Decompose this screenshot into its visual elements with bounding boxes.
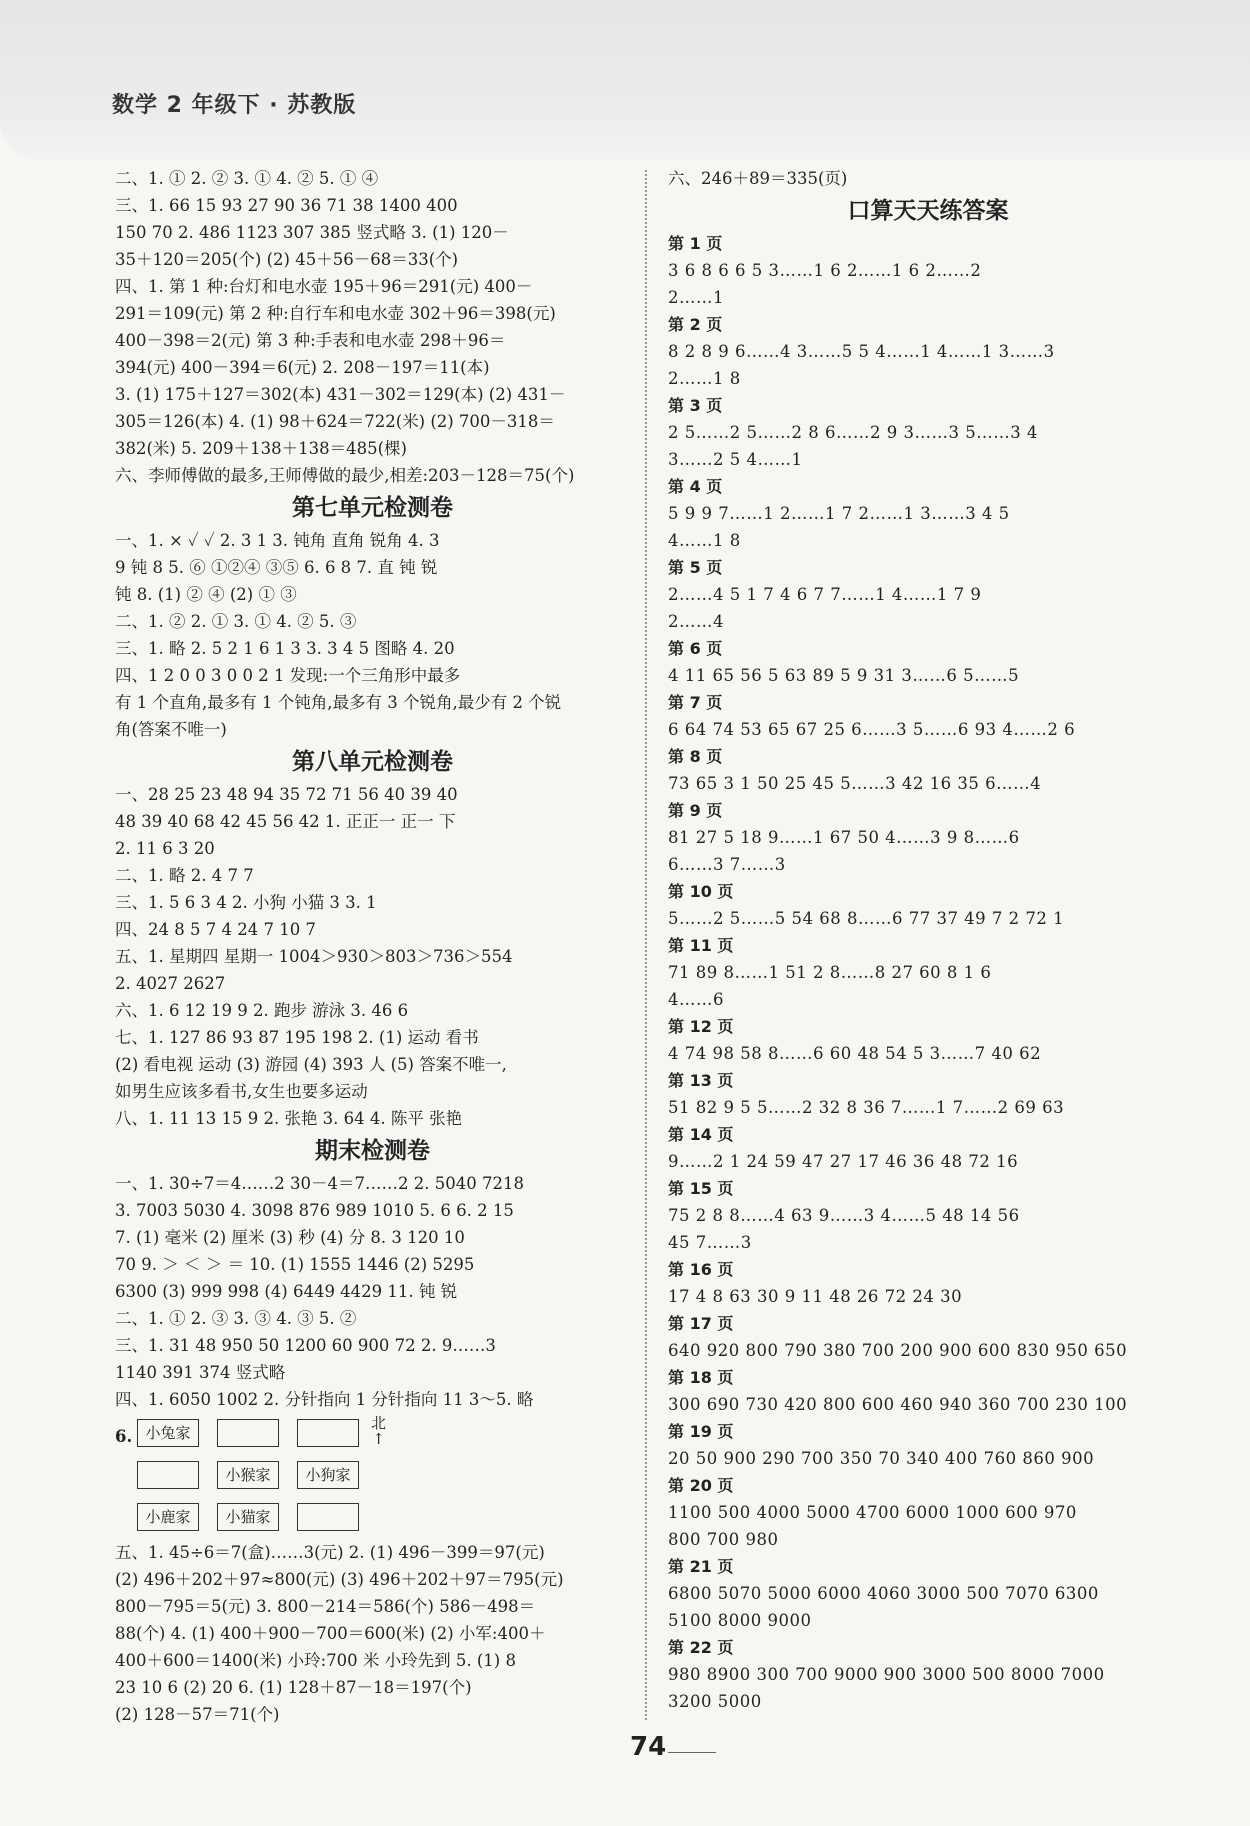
answer-line: 3……2 5 4……1 [668, 450, 803, 469]
section-heading: 第八单元检测卷 [292, 748, 453, 775]
left-column [115, 165, 630, 1728]
answer-line: 640 920 800 790 380 700 200 900 600 830 950 650 [668, 1341, 1128, 1360]
answer-line: 五、1. 45÷6＝7(盒)……3(元) 2. (1) 496－399＝97(元) [115, 1543, 545, 1562]
north-label: 北 [371, 1414, 387, 1432]
answer-line: 六、1. 6 12 19 9 2. 跑步 游泳 3. 46 6 [115, 1001, 409, 1020]
page-heading: 第 21 页 [668, 1557, 734, 1576]
answer-line: 150 70 2. 486 1123 307 385 竖式略 3. (1) 120－ [115, 223, 509, 242]
answer-line: 3 6 8 6 6 5 3……1 6 2……1 6 2……2 [668, 261, 982, 280]
answer-line: 二、1. ① 2. ② 3. ① 4. ② 5. ① ④ [115, 169, 379, 188]
answer-line: 2……1 8 [668, 369, 741, 388]
answer-line: 六、李师傅做的最多,王师傅做的最少,相差:203－128＝75(个) [115, 466, 575, 485]
answer-line: 三、1. 5 6 3 4 2. 小狗 小猫 3 3. 1 [115, 893, 377, 912]
answer-line: 70 9. ＞ ＜ ＞ ＝ 10. (1) 1555 1446 (2) 5295 [115, 1255, 475, 1274]
answer-line: 17 4 8 63 30 9 11 48 26 72 24 30 [668, 1287, 963, 1306]
page-heading: 第 11 页 [668, 936, 734, 955]
answer-line: 20 50 900 290 700 350 70 340 400 760 860 900 [668, 1449, 1095, 1468]
answer-line: 一、1. × ✓ ✓ 2. 3 1 3. 钝角 直角 锐角 4. 3 [115, 531, 440, 550]
section-heading: 口算天天练答案 [847, 197, 1009, 224]
answer-line: 7. (1) 毫米 (2) 厘米 (3) 秒 (4) 分 8. 3 120 10 [115, 1228, 465, 1247]
answer-line: 8 2 8 9 6……4 3……5 5 4……1 4……1 3……3 [668, 342, 1055, 361]
answer-line: 291＝109(元) 第 2 种:自行车和电水壶 302＋96＝398(元) [115, 304, 556, 323]
answer-line: 300 690 730 420 800 600 460 940 360 700 230 100 [668, 1395, 1128, 1414]
answer-line: 二、1. 略 2. 4 7 7 [115, 866, 254, 885]
answer-line: 9……2 1 24 59 47 27 17 46 36 48 72 16 [668, 1152, 1019, 1171]
page-heading: 第 4 页 [668, 477, 723, 496]
map-cell: 小猴家 [217, 1461, 279, 1489]
page-heading: 第 10 页 [668, 882, 734, 901]
section-heading: 期末检测卷 [315, 1137, 430, 1164]
answer-line: 305＝126(本) 4. (1) 98＋624＝722(米) (2) 700－318＝ [115, 412, 555, 431]
answer-line: 45 7……3 [668, 1233, 752, 1252]
answer-line: (2) 496＋202＋97≈800(元) (3) 496＋202＋97＝795(元) [115, 1570, 564, 1589]
map-cell: 小兔家 [137, 1419, 199, 1447]
answer-line: 3. 7003 5030 4. 3098 876 989 1010 5. 6 6. 2 15 [115, 1201, 514, 1220]
answer-line: 八、1. 11 13 15 9 2. 张艳 3. 64 4. 陈平 张艳 [115, 1109, 463, 1128]
answer-line: 角(答案不唯一) [115, 720, 227, 739]
answer-line: 五、1. 星期四 星期一 1004＞930＞803＞736＞554 [115, 947, 513, 966]
answer-line: 2……4 5 1 7 4 6 7 7……1 4……1 7 9 [668, 585, 982, 604]
answer-line: 有 1 个直角,最多有 1 个钝角,最多有 3 个锐角,最少有 2 个锐 [115, 693, 562, 712]
map-question-number: 6. [115, 1427, 133, 1446]
section-heading: 第七单元检测卷 [292, 494, 453, 521]
answer-line: 1140 391 374 竖式略 [115, 1363, 286, 1382]
page-heading: 第 8 页 [668, 747, 723, 766]
answer-line: 钝 8. (1) ② ④ (2) ① ③ [115, 585, 297, 604]
answer-line: 三、1. 略 2. 5 2 1 6 1 3 3. 3 4 5 图略 4. 20 [115, 639, 455, 658]
answer-line: 6 64 74 53 65 67 25 6……3 5……6 93 4……2 6 [668, 720, 1076, 739]
map-grid [137, 1419, 397, 1531]
page-heading: 第 22 页 [668, 1638, 734, 1657]
answer-line: (2) 128－57＝71(个) [115, 1705, 280, 1724]
answer-line: 二、1. ② 2. ① 3. ① 4. ② 5. ③ [115, 612, 357, 631]
answer-line: 5……2 5……5 54 68 8……6 77 37 49 7 2 72 1 [668, 909, 1065, 928]
map-cell [217, 1419, 279, 1447]
page-heading: 第 2 页 [668, 315, 723, 334]
column-divider [645, 170, 647, 1720]
answer-line: 2. 4027 2627 [115, 974, 226, 993]
answer-line: 4……1 8 [668, 531, 741, 550]
answer-line: 35＋120＝205(个) (2) 45＋56－68＝33(个) [115, 250, 459, 269]
answer-line: 6800 5070 5000 6000 4060 3000 500 7070 6300 [668, 1584, 1099, 1603]
map-cell: 小猫家 [217, 1503, 279, 1531]
answer-line: 48 39 40 68 42 45 56 42 1. 正正一 正一 下 [115, 812, 456, 831]
answer-line: 一、28 25 23 48 94 35 72 71 56 40 39 40 [115, 785, 458, 804]
answer-line: 六、246＋89＝335(页) [668, 169, 848, 188]
map-cell: 小鹿家 [137, 1503, 199, 1531]
answer-line: 800 700 980 [668, 1530, 779, 1549]
page-heading: 第 7 页 [668, 693, 723, 712]
answer-line: 2. 11 6 3 20 [115, 839, 215, 858]
answer-line: 75 2 8 8……4 63 9……3 4……5 48 14 56 [668, 1206, 1020, 1225]
answer-line: 3200 5000 [668, 1692, 762, 1711]
page-heading: 第 14 页 [668, 1125, 734, 1144]
answer-line: 2 5……2 5……2 8 6……2 9 3……3 5……3 4 [668, 423, 1038, 442]
page-heading: 第 9 页 [668, 801, 723, 820]
page-header [0, 0, 1250, 160]
answer-line: 4……6 [668, 990, 724, 1009]
answer-line: 980 8900 300 700 9000 900 3000 500 8000 7000 [668, 1665, 1105, 1684]
answer-line: 9 钝 8 5. ⑥ ①②④ ③⑤ 6. 6 8 7. 直 钝 锐 [115, 558, 438, 577]
page-number-rule [668, 1752, 716, 1753]
answer-line: 七、1. 127 86 93 87 195 198 2. (1) 运动 看书 [115, 1028, 479, 1047]
answer-line: 4 74 98 58 8……6 60 48 54 5 3……7 40 62 [668, 1044, 1042, 1063]
page-heading: 第 15 页 [668, 1179, 734, 1198]
answer-line: 6……3 7……3 [668, 855, 786, 874]
answer-line: 3. (1) 175＋127＝302(本) 431－302＝129(本) (2) 431－ [115, 385, 566, 404]
answer-line: 71 89 8……1 51 2 8……8 27 60 8 1 6 [668, 963, 992, 982]
page-heading: 第 3 页 [668, 396, 723, 415]
page-number: 74 [630, 1732, 667, 1762]
answer-line: 三、1. 31 48 950 50 1200 60 900 72 2. 9……3 [115, 1336, 496, 1355]
answer-line: 400＋600＝1400(米) 小玲:700 米 小玲先到 5. (1) 8 [115, 1651, 516, 1670]
answer-line: 如男生应该多看书,女生也要多运动 [115, 1082, 368, 1101]
direction-map [115, 1414, 630, 1531]
north-arrow-icon: ↑ [372, 1430, 385, 1448]
answer-line: 四、1 2 0 0 3 0 0 2 1 发现:一个三角形中最多 [115, 666, 461, 685]
page-heading: 第 12 页 [668, 1017, 734, 1036]
answer-line: 三、1. 66 15 93 27 90 36 71 38 1400 400 [115, 196, 458, 215]
north-indicator [371, 1415, 386, 1447]
answer-line: 400－398＝2(元) 第 3 种:手表和电水壶 298＋96＝ [115, 331, 506, 350]
map-cell [137, 1461, 199, 1489]
answer-line: 2……1 [668, 288, 724, 307]
answer-line: 51 82 9 5 5……2 32 8 36 7……1 7……2 69 63 [668, 1098, 1065, 1117]
answer-line: 5100 8000 9000 [668, 1611, 812, 1630]
answer-line: 二、1. ① 2. ③ 3. ③ 4. ③ 5. ② [115, 1309, 357, 1328]
page-heading: 第 5 页 [668, 558, 723, 577]
answer-line: 4 11 65 56 5 63 89 5 9 31 3……6 5……5 [668, 666, 1020, 685]
answer-line: 5 9 9 7……1 2……1 7 2……1 3……3 4 5 [668, 504, 1010, 523]
right-column [668, 165, 1188, 1715]
map-cell [297, 1503, 359, 1531]
page-heading: 第 13 页 [668, 1071, 734, 1090]
page-heading: 第 6 页 [668, 639, 723, 658]
book-title: 数学 2 年级下 · 苏教版 [112, 93, 357, 118]
answer-line: 88(个) 4. (1) 400＋900－700＝600(米) (2) 小军:400＋ [115, 1624, 546, 1643]
answer-line: 73 65 3 1 50 25 45 5……3 42 16 35 6……4 [668, 774, 1042, 793]
answer-line: 81 27 5 18 9……1 67 50 4……3 9 8……6 [668, 828, 1020, 847]
answer-line: 四、1. 第 1 种:台灯和电水壶 195＋96＝291(元) 400－ [115, 277, 533, 296]
page-heading: 第 18 页 [668, 1368, 734, 1387]
answer-line: 394(元) 400－394＝6(元) 2. 208－197＝11(本) [115, 358, 490, 377]
answer-line: (2) 看电视 运动 (3) 游园 (4) 393 人 (5) 答案不唯一, [115, 1055, 507, 1074]
page-heading: 第 19 页 [668, 1422, 734, 1441]
answer-line: 6300 (3) 999 998 (4) 6449 4429 11. 钝 锐 [115, 1282, 458, 1301]
page-heading: 第 17 页 [668, 1314, 734, 1333]
page-heading: 第 16 页 [668, 1260, 734, 1279]
answer-line: 382(米) 5. 209＋138＋138＝485(棵) [115, 439, 407, 458]
answer-line: 四、24 8 5 7 4 24 7 10 7 [115, 920, 316, 939]
map-cell: 小狗家 [297, 1461, 359, 1489]
answer-line: 一、1. 30÷7＝4……2 30－4＝7……2 2. 5040 7218 [115, 1174, 524, 1193]
answer-line: 2……4 [668, 612, 724, 631]
answer-line: 四、1. 6050 1002 2. 分针指向 1 分针指向 11 3～5. 略 [115, 1390, 534, 1409]
answer-line: 800－795＝5(元) 3. 800－214＝586(个) 586－498＝ [115, 1597, 536, 1616]
answer-line: 23 10 6 (2) 20 6. (1) 128＋87－18＝197(个) [115, 1678, 472, 1697]
answer-line: 1100 500 4000 5000 4700 6000 1000 600 970 [668, 1503, 1077, 1522]
page-heading: 第 1 页 [668, 234, 723, 253]
page-heading: 第 20 页 [668, 1476, 734, 1495]
map-cell [297, 1419, 359, 1447]
